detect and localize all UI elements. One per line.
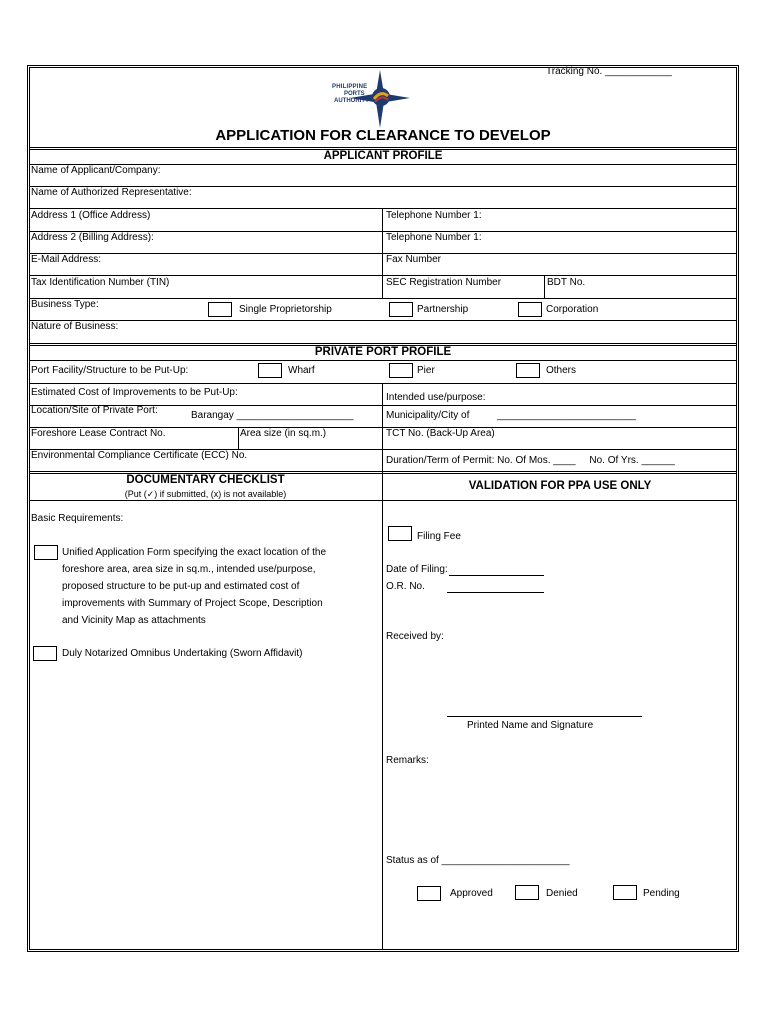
divider [382,208,383,298]
port-facility-label: Port Facility/Structure to be Put-Up: [31,365,189,376]
authorized-rep-label: Name of Authorized Representative: [31,187,192,198]
divider [29,147,737,148]
divider [29,500,737,501]
denied-label: Denied [546,888,578,899]
ppa-logo [330,68,412,130]
logo-text-1: PHILIPPINE [332,84,368,90]
intended-use-label: Intended use/purpose: [386,392,486,403]
divider [29,208,737,209]
pending-checkbox[interactable] [613,885,637,900]
received-by-label: Received by: [386,631,444,642]
basic-requirements-label: Basic Requirements: [31,513,124,524]
pier-checkbox[interactable] [389,363,413,378]
denied-checkbox[interactable] [515,885,539,900]
unified-form-checkbox[interactable] [34,545,58,560]
status-label: Status as of _______________________ [386,855,570,866]
divider [29,320,737,321]
divider [544,275,545,298]
unified-form-text-5: and Vicinity Map as attachments [62,615,206,626]
municipality-field[interactable]: _________________________ [497,410,637,421]
business-type-label: Business Type: [31,299,99,310]
divider [29,298,737,299]
duration-label: Duration/Term of Permit: No. Of Mos. ____ No. Of Yrs. ______ [386,455,675,466]
logo-text-3: AUTHORITY [334,98,369,104]
or-number-label: O.R. No. [386,581,425,592]
tin-label: Tax Identification Number (TIN) [31,277,170,288]
documentary-checklist-header: DOCUMENTARY CHECKLIST [126,474,285,486]
address1-label: Address 1 (Office Address) [31,210,151,221]
barangay-field[interactable]: Barangay _____________________ [191,410,354,421]
logo-text-2: PORTS [344,91,365,97]
location-label: Location/Site of Private Port: [31,405,158,416]
unified-form-text-4: improvements with Summary of Project Scope, Description [62,598,323,609]
or-number-field[interactable] [447,592,544,593]
telephone1-label: Telephone Number 1: [386,210,482,221]
municipality-label: Municipality/City of [386,410,470,421]
unified-form-text-2: foreshore area, area size in sq.m., intended use/purpose, [62,564,316,575]
page-title: APPLICATION FOR CLEARANCE TO DEVELOP [215,127,551,144]
ecc-label: Environmental Compliance Certificate (ECC) No. [31,450,248,461]
email-label: E-Mail Address: [31,254,102,265]
others-label: Others [546,365,577,376]
divider [29,253,737,254]
unified-form-text-1: Unified Application Form specifying the exact location of the [62,547,327,558]
validation-header: VALIDATION FOR PPA USE ONLY [468,480,652,492]
divider [29,343,737,344]
corporation-label: Corporation [546,304,599,315]
approved-label: Approved [450,888,493,899]
signature-line[interactable] [447,716,642,717]
checklist-instructions: (Put (✓) if submitted, (x) is not available) [124,489,287,499]
pending-label: Pending [643,888,680,899]
area-size-label: Area size (in sq.m.) [240,428,327,439]
others-checkbox[interactable] [516,363,540,378]
omnibus-undertaking-checkbox[interactable] [33,646,57,661]
address2-label: Address 2 (Billing Address): [31,232,154,243]
nature-of-business-label: Nature of Business: [31,321,119,332]
filing-fee-checkbox[interactable] [388,526,412,541]
divider [29,360,737,361]
filing-fee-label: Filing Fee [417,531,461,542]
name-of-applicant-label: Name of Applicant/Company: [31,165,161,176]
omnibus-undertaking-label: Duly Notarized Omnibus Undertaking (Sworn Affidavit) [62,648,303,659]
remarks-label: Remarks: [386,755,429,766]
foreshore-lease-label: Foreshore Lease Contract No. [31,428,166,439]
bdt-label: BDT No. [547,277,586,288]
single-proprietorship-checkbox[interactable] [208,302,232,317]
date-of-filing-field[interactable] [449,575,544,576]
corporation-checkbox[interactable] [518,302,542,317]
divider [382,383,383,950]
unified-form-text-3: proposed structure to be put-up and estimated cost of [62,581,300,592]
partnership-checkbox[interactable] [389,302,413,317]
fax-label: Fax Number [386,254,442,265]
inner-border [29,67,737,950]
pier-label: Pier [417,365,435,376]
date-of-filing-label: Date of Filing: [386,564,448,575]
wharf-label: Wharf [288,365,315,376]
private-port-profile-header: PRIVATE PORT PROFILE [314,346,452,358]
divider [29,383,737,384]
wharf-checkbox[interactable] [258,363,282,378]
divider [29,471,737,472]
estimated-cost-label: Estimated Cost of Improvements to be Put-Up: [31,387,238,398]
tracking-number-label: Tracking No. ____________ [546,66,672,77]
approved-checkbox[interactable] [417,886,441,901]
single-proprietorship-label: Single Proprietorship [239,304,332,315]
divider [29,275,737,276]
partnership-label: Partnership [417,304,469,315]
divider [238,427,239,449]
tct-label: TCT No. (Back-Up Area) [386,428,495,439]
telephone2-label: Telephone Number 1: [386,232,482,243]
applicant-profile-header: APPLICANT PROFILE [323,150,443,162]
sec-registration-label: SEC Registration Number [386,277,502,288]
printed-name-label: Printed Name and Signature [467,720,594,731]
